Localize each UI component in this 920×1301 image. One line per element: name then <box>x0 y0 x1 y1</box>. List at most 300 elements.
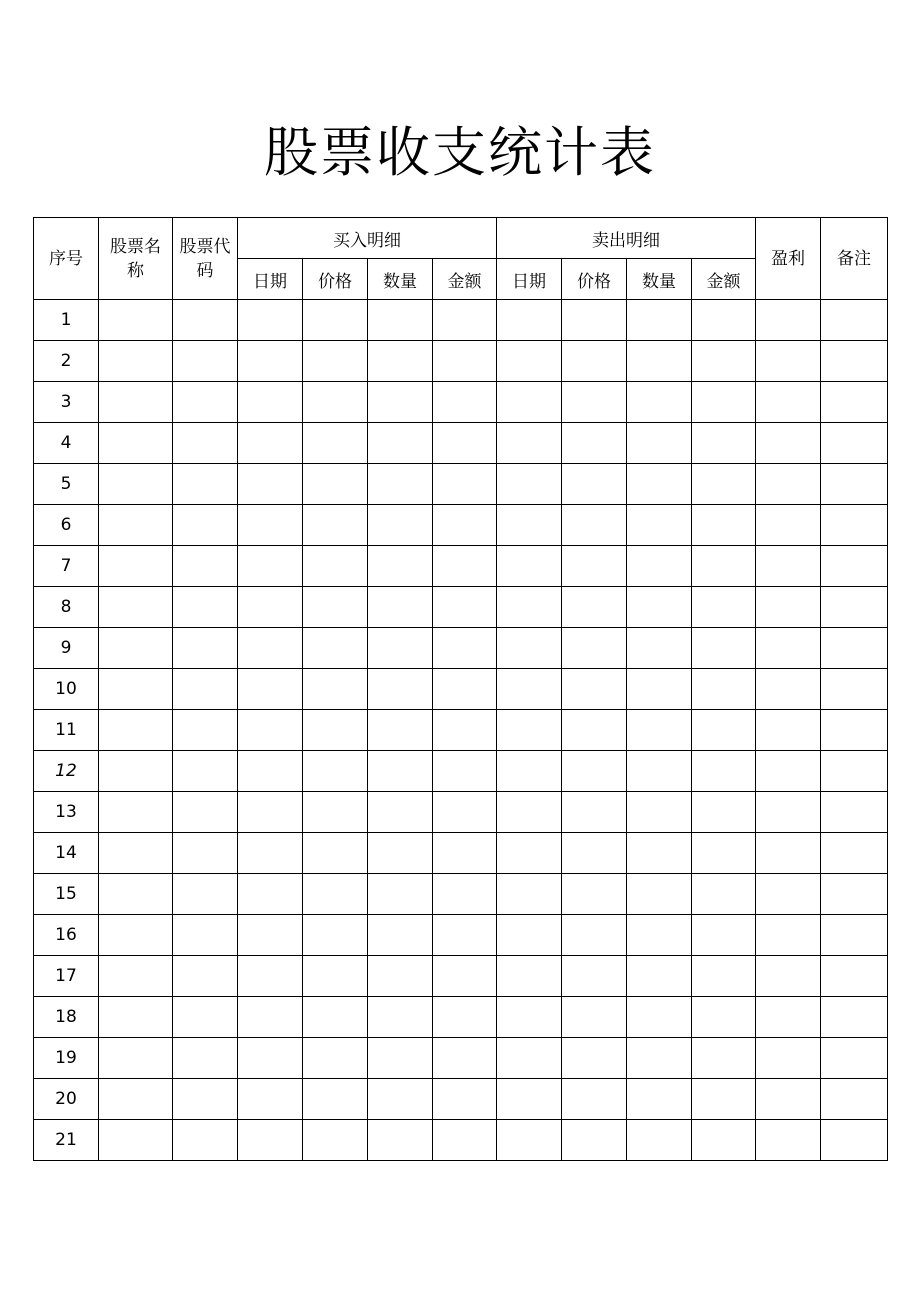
sell-date-cell[interactable] <box>497 1120 562 1161</box>
table-row <box>34 628 888 669</box>
buy-price-cell[interactable] <box>303 751 368 792</box>
sell-quantity-cell[interactable] <box>627 587 692 628</box>
header-buy-quantity: 数量 <box>368 259 433 300</box>
profit-cell[interactable] <box>756 710 821 751</box>
sell-price-cell[interactable] <box>562 956 627 997</box>
buy-price-cell[interactable] <box>303 464 368 505</box>
sell-date-cell[interactable] <box>497 1038 562 1079</box>
sell-price-cell[interactable] <box>562 792 627 833</box>
buy-quantity-cell[interactable] <box>368 1079 433 1120</box>
row-number: 15 <box>34 874 99 915</box>
buy-date-cell[interactable] <box>238 833 303 874</box>
stock-code-cell[interactable] <box>173 423 238 464</box>
profit-cell[interactable] <box>756 956 821 997</box>
row-number: 9 <box>34 628 99 669</box>
profit-cell[interactable] <box>756 587 821 628</box>
sell-amount-cell[interactable] <box>692 1120 756 1161</box>
stock-name-cell[interactable] <box>99 587 173 628</box>
buy-quantity-cell[interactable] <box>368 423 433 464</box>
row-number: 11 <box>34 710 99 751</box>
sell-price-cell[interactable] <box>562 628 627 669</box>
sell-amount-cell[interactable] <box>692 915 756 956</box>
table-row <box>34 915 888 956</box>
profit-cell[interactable] <box>756 915 821 956</box>
buy-quantity-cell[interactable] <box>368 505 433 546</box>
sell-quantity-cell[interactable] <box>627 997 692 1038</box>
profit-cell[interactable] <box>756 505 821 546</box>
sell-quantity-cell[interactable] <box>627 300 692 341</box>
buy-date-cell[interactable] <box>238 423 303 464</box>
sell-date-cell[interactable] <box>497 1079 562 1120</box>
sell-amount-cell[interactable] <box>692 874 756 915</box>
buy-amount-cell[interactable] <box>433 464 497 505</box>
header-sell-price: 价格 <box>562 259 627 300</box>
stock-code-cell[interactable] <box>173 1079 238 1120</box>
buy-date-cell[interactable] <box>238 341 303 382</box>
table-row <box>34 341 888 382</box>
buy-amount-cell[interactable] <box>433 1038 497 1079</box>
buy-quantity-cell[interactable] <box>368 956 433 997</box>
stock-code-cell[interactable] <box>173 587 238 628</box>
buy-date-cell[interactable] <box>238 874 303 915</box>
stock-name-cell[interactable] <box>99 1120 173 1161</box>
table-row <box>34 587 888 628</box>
stock-name-cell[interactable] <box>99 833 173 874</box>
sell-quantity-cell[interactable] <box>627 505 692 546</box>
table-row <box>34 710 888 751</box>
sell-date-cell[interactable] <box>497 710 562 751</box>
sell-price-cell[interactable] <box>562 1038 627 1079</box>
buy-date-cell[interactable] <box>238 505 303 546</box>
stock-code-cell[interactable] <box>173 710 238 751</box>
stock-code-cell[interactable] <box>173 874 238 915</box>
header-sell-amount: 金额 <box>692 259 756 300</box>
stock-code-cell[interactable] <box>173 505 238 546</box>
buy-quantity-cell[interactable] <box>368 546 433 587</box>
buy-quantity-cell[interactable] <box>368 874 433 915</box>
header-sell-quantity: 数量 <box>627 259 692 300</box>
stock-name-cell[interactable] <box>99 546 173 587</box>
stock-code-cell[interactable] <box>173 833 238 874</box>
stock-name-cell[interactable] <box>99 669 173 710</box>
row-number: 13 <box>34 792 99 833</box>
remark-cell[interactable] <box>821 505 888 546</box>
sell-amount-cell[interactable] <box>692 956 756 997</box>
buy-price-cell[interactable] <box>303 833 368 874</box>
buy-amount-cell[interactable] <box>433 546 497 587</box>
buy-date-cell[interactable] <box>238 1120 303 1161</box>
sell-amount-cell[interactable] <box>692 1079 756 1120</box>
buy-amount-cell[interactable] <box>433 628 497 669</box>
sell-amount-cell[interactable] <box>692 628 756 669</box>
header-sell-date: 日期 <box>497 259 562 300</box>
profit-cell[interactable] <box>756 1079 821 1120</box>
stock-name-cell[interactable] <box>99 1038 173 1079</box>
profit-cell[interactable] <box>756 1120 821 1161</box>
table-row <box>34 505 888 546</box>
sell-price-cell[interactable] <box>562 997 627 1038</box>
stock-name-cell[interactable] <box>99 382 173 423</box>
buy-date-cell[interactable] <box>238 669 303 710</box>
sell-quantity-cell[interactable] <box>627 628 692 669</box>
profit-cell[interactable] <box>756 341 821 382</box>
sell-amount-cell[interactable] <box>692 1038 756 1079</box>
profit-cell[interactable] <box>756 382 821 423</box>
sell-date-cell[interactable] <box>497 956 562 997</box>
buy-amount-cell[interactable] <box>433 751 497 792</box>
row-number: 1 <box>34 300 99 341</box>
buy-price-cell[interactable] <box>303 669 368 710</box>
row-number: 7 <box>34 546 99 587</box>
stock-code-cell[interactable] <box>173 1038 238 1079</box>
row-number: 4 <box>34 423 99 464</box>
table-row <box>34 751 888 792</box>
buy-amount-cell[interactable] <box>433 669 497 710</box>
sell-price-cell[interactable] <box>562 710 627 751</box>
remark-cell[interactable] <box>821 751 888 792</box>
stock-code-cell[interactable] <box>173 464 238 505</box>
row-number: 2 <box>34 341 99 382</box>
buy-price-cell[interactable] <box>303 915 368 956</box>
stock-code-cell[interactable] <box>173 382 238 423</box>
table-row <box>34 423 888 464</box>
sell-date-cell[interactable] <box>497 546 562 587</box>
buy-quantity-cell[interactable] <box>368 997 433 1038</box>
buy-price-cell[interactable] <box>303 341 368 382</box>
sell-amount-cell[interactable] <box>692 751 756 792</box>
sell-price-cell[interactable] <box>562 382 627 423</box>
buy-amount-cell[interactable] <box>433 341 497 382</box>
profit-cell[interactable] <box>756 628 821 669</box>
sell-price-cell[interactable] <box>562 587 627 628</box>
stock-code-cell[interactable] <box>173 628 238 669</box>
buy-quantity-cell[interactable] <box>368 587 433 628</box>
stock-code-cell[interactable] <box>173 915 238 956</box>
buy-date-cell[interactable] <box>238 956 303 997</box>
buy-quantity-cell[interactable] <box>368 833 433 874</box>
buy-amount-cell[interactable] <box>433 997 497 1038</box>
stock-name-cell[interactable] <box>99 628 173 669</box>
buy-date-cell[interactable] <box>238 587 303 628</box>
sell-quantity-cell[interactable] <box>627 1079 692 1120</box>
sell-date-cell[interactable] <box>497 300 562 341</box>
remark-cell[interactable] <box>821 1038 888 1079</box>
stock-name-cell[interactable] <box>99 1079 173 1120</box>
stock-name-cell[interactable] <box>99 997 173 1038</box>
sell-date-cell[interactable] <box>497 792 562 833</box>
remark-cell[interactable] <box>821 423 888 464</box>
sell-date-cell[interactable] <box>497 997 562 1038</box>
buy-price-cell[interactable] <box>303 874 368 915</box>
stock-code-cell[interactable] <box>173 956 238 997</box>
sell-quantity-cell[interactable] <box>627 546 692 587</box>
header-stock-code-label: 股票代码 <box>179 236 231 281</box>
sell-date-cell[interactable] <box>497 505 562 546</box>
buy-amount-cell[interactable] <box>433 792 497 833</box>
profit-cell[interactable] <box>756 546 821 587</box>
stock-code-cell[interactable] <box>173 751 238 792</box>
stock-code-cell[interactable] <box>173 669 238 710</box>
sell-price-cell[interactable] <box>562 874 627 915</box>
buy-price-cell[interactable] <box>303 546 368 587</box>
sell-price-cell[interactable] <box>562 341 627 382</box>
buy-date-cell[interactable] <box>238 1038 303 1079</box>
buy-quantity-cell[interactable] <box>368 464 433 505</box>
remark-cell[interactable] <box>821 341 888 382</box>
row-number: 17 <box>34 956 99 997</box>
sell-date-cell[interactable] <box>497 464 562 505</box>
remark-cell[interactable] <box>821 1079 888 1120</box>
stock-code-cell[interactable] <box>173 341 238 382</box>
buy-price-cell[interactable] <box>303 587 368 628</box>
sell-amount-cell[interactable] <box>692 382 756 423</box>
buy-amount-cell[interactable] <box>433 423 497 464</box>
buy-amount-cell[interactable] <box>433 505 497 546</box>
profit-cell[interactable] <box>756 464 821 505</box>
buy-price-cell[interactable] <box>303 505 368 546</box>
sell-amount-cell[interactable] <box>692 300 756 341</box>
sell-quantity-cell[interactable] <box>627 1038 692 1079</box>
profit-cell[interactable] <box>756 792 821 833</box>
buy-price-cell[interactable] <box>303 628 368 669</box>
sell-price-cell[interactable] <box>562 1079 627 1120</box>
header-profit: 盈利 <box>756 218 821 300</box>
buy-date-cell[interactable] <box>238 1079 303 1120</box>
sell-date-cell[interactable] <box>497 628 562 669</box>
sell-amount-cell[interactable] <box>692 669 756 710</box>
buy-amount-cell[interactable] <box>433 833 497 874</box>
ledger-body <box>34 300 888 1161</box>
profit-cell[interactable] <box>756 833 821 874</box>
buy-amount-cell[interactable] <box>433 874 497 915</box>
buy-price-cell[interactable] <box>303 997 368 1038</box>
stock-ledger-table <box>33 217 888 1161</box>
buy-date-cell[interactable] <box>238 300 303 341</box>
profit-cell[interactable] <box>756 300 821 341</box>
sell-amount-cell[interactable] <box>692 997 756 1038</box>
stock-code-cell[interactable] <box>173 1120 238 1161</box>
header-buy-price: 价格 <box>303 259 368 300</box>
table-row <box>34 1079 888 1120</box>
sell-quantity-cell[interactable] <box>627 1120 692 1161</box>
sell-quantity-cell[interactable] <box>627 710 692 751</box>
row-number: 6 <box>34 505 99 546</box>
header-stock-code <box>173 218 238 300</box>
sell-quantity-cell[interactable] <box>627 382 692 423</box>
buy-price-cell[interactable] <box>303 382 368 423</box>
buy-price-cell[interactable] <box>303 956 368 997</box>
sell-price-cell[interactable] <box>562 915 627 956</box>
sell-quantity-cell[interactable] <box>627 464 692 505</box>
remark-cell[interactable] <box>821 300 888 341</box>
row-number: 3 <box>34 382 99 423</box>
header-stock-name-label: 股票名称 <box>110 236 161 281</box>
header-sell-group: 卖出明细 <box>497 218 756 259</box>
sell-date-cell[interactable] <box>497 669 562 710</box>
row-number: 10 <box>34 669 99 710</box>
buy-amount-cell[interactable] <box>433 915 497 956</box>
buy-price-cell[interactable] <box>303 300 368 341</box>
sell-amount-cell[interactable] <box>692 341 756 382</box>
row-number: 19 <box>34 1038 99 1079</box>
remark-cell[interactable] <box>821 669 888 710</box>
buy-amount-cell[interactable] <box>433 710 497 751</box>
buy-price-cell[interactable] <box>303 1079 368 1120</box>
buy-quantity-cell[interactable] <box>368 792 433 833</box>
stock-name-cell[interactable] <box>99 341 173 382</box>
stock-code-cell[interactable] <box>173 792 238 833</box>
buy-date-cell[interactable] <box>238 546 303 587</box>
remark-cell[interactable] <box>821 382 888 423</box>
sell-amount-cell[interactable] <box>692 587 756 628</box>
profit-cell[interactable] <box>756 423 821 464</box>
sell-amount-cell[interactable] <box>692 710 756 751</box>
stock-name-cell[interactable] <box>99 464 173 505</box>
profit-cell[interactable] <box>756 997 821 1038</box>
remark-cell[interactable] <box>821 628 888 669</box>
sell-amount-cell[interactable] <box>692 792 756 833</box>
sell-amount-cell[interactable] <box>692 546 756 587</box>
remark-cell[interactable] <box>821 587 888 628</box>
profit-cell[interactable] <box>756 751 821 792</box>
profit-cell[interactable] <box>756 874 821 915</box>
sell-date-cell[interactable] <box>497 341 562 382</box>
buy-quantity-cell[interactable] <box>368 751 433 792</box>
sell-quantity-cell[interactable] <box>627 341 692 382</box>
buy-quantity-cell[interactable] <box>368 341 433 382</box>
sell-date-cell[interactable] <box>497 833 562 874</box>
buy-price-cell[interactable] <box>303 1038 368 1079</box>
table-row <box>34 300 888 341</box>
stock-name-cell[interactable] <box>99 505 173 546</box>
remark-cell[interactable] <box>821 833 888 874</box>
sell-quantity-cell[interactable] <box>627 874 692 915</box>
header-buy-date: 日期 <box>238 259 303 300</box>
remark-cell[interactable] <box>821 1120 888 1161</box>
buy-amount-cell[interactable] <box>433 956 497 997</box>
buy-amount-cell[interactable] <box>433 382 497 423</box>
sell-quantity-cell[interactable] <box>627 423 692 464</box>
buy-date-cell[interactable] <box>238 464 303 505</box>
sell-price-cell[interactable] <box>562 546 627 587</box>
remark-cell[interactable] <box>821 956 888 997</box>
header-buy-amount: 金额 <box>433 259 497 300</box>
buy-price-cell[interactable] <box>303 792 368 833</box>
stock-name-cell[interactable] <box>99 423 173 464</box>
buy-date-cell[interactable] <box>238 915 303 956</box>
buy-date-cell[interactable] <box>238 751 303 792</box>
sell-price-cell[interactable] <box>562 505 627 546</box>
sell-amount-cell[interactable] <box>692 833 756 874</box>
sell-date-cell[interactable] <box>497 423 562 464</box>
row-number: 8 <box>34 587 99 628</box>
remark-cell[interactable] <box>821 915 888 956</box>
sell-date-cell[interactable] <box>497 915 562 956</box>
row-number: 12 <box>34 751 99 792</box>
sell-price-cell[interactable] <box>562 833 627 874</box>
remark-cell[interactable] <box>821 997 888 1038</box>
sell-quantity-cell[interactable] <box>627 751 692 792</box>
table-row <box>34 792 888 833</box>
buy-date-cell[interactable] <box>238 710 303 751</box>
sell-price-cell[interactable] <box>562 300 627 341</box>
buy-date-cell[interactable] <box>238 997 303 1038</box>
sell-price-cell[interactable] <box>562 423 627 464</box>
buy-amount-cell[interactable] <box>433 1120 497 1161</box>
buy-quantity-cell[interactable] <box>368 1120 433 1161</box>
remark-cell[interactable] <box>821 464 888 505</box>
sell-price-cell[interactable] <box>562 669 627 710</box>
sell-amount-cell[interactable] <box>692 423 756 464</box>
stock-name-cell[interactable] <box>99 710 173 751</box>
buy-quantity-cell[interactable] <box>368 628 433 669</box>
sell-price-cell[interactable] <box>562 751 627 792</box>
row-number: 16 <box>34 915 99 956</box>
remark-cell[interactable] <box>821 710 888 751</box>
buy-date-cell[interactable] <box>238 792 303 833</box>
buy-amount-cell[interactable] <box>433 1079 497 1120</box>
table-row <box>34 669 888 710</box>
sell-quantity-cell[interactable] <box>627 792 692 833</box>
stock-name-cell[interactable] <box>99 751 173 792</box>
sell-amount-cell[interactable] <box>692 464 756 505</box>
buy-amount-cell[interactable] <box>433 587 497 628</box>
buy-quantity-cell[interactable] <box>368 710 433 751</box>
sell-quantity-cell[interactable] <box>627 956 692 997</box>
header-remark: 备注 <box>821 218 888 300</box>
sell-quantity-cell[interactable] <box>627 669 692 710</box>
remark-cell[interactable] <box>821 546 888 587</box>
stock-code-cell[interactable] <box>173 997 238 1038</box>
stock-name-cell[interactable] <box>99 792 173 833</box>
buy-date-cell[interactable] <box>238 382 303 423</box>
sell-quantity-cell[interactable] <box>627 833 692 874</box>
buy-price-cell[interactable] <box>303 1120 368 1161</box>
buy-quantity-cell[interactable] <box>368 669 433 710</box>
buy-quantity-cell[interactable] <box>368 1038 433 1079</box>
stock-name-cell[interactable] <box>99 300 173 341</box>
sell-quantity-cell[interactable] <box>627 915 692 956</box>
buy-quantity-cell[interactable] <box>368 915 433 956</box>
stock-name-cell[interactable] <box>99 956 173 997</box>
buy-amount-cell[interactable] <box>433 300 497 341</box>
sell-date-cell[interactable] <box>497 587 562 628</box>
stock-code-cell[interactable] <box>173 546 238 587</box>
stock-name-cell[interactable] <box>99 874 173 915</box>
sell-amount-cell[interactable] <box>692 505 756 546</box>
buy-price-cell[interactable] <box>303 423 368 464</box>
table-row <box>34 997 888 1038</box>
buy-date-cell[interactable] <box>238 628 303 669</box>
remark-cell[interactable] <box>821 874 888 915</box>
sell-date-cell[interactable] <box>497 751 562 792</box>
buy-quantity-cell[interactable] <box>368 300 433 341</box>
table-row <box>34 874 888 915</box>
sell-price-cell[interactable] <box>562 464 627 505</box>
buy-quantity-cell[interactable] <box>368 382 433 423</box>
sell-price-cell[interactable] <box>562 1120 627 1161</box>
table-row <box>34 1120 888 1161</box>
table-row <box>34 382 888 423</box>
stock-code-cell[interactable] <box>173 300 238 341</box>
stock-name-cell[interactable] <box>99 915 173 956</box>
profit-cell[interactable] <box>756 1038 821 1079</box>
sell-date-cell[interactable] <box>497 874 562 915</box>
profit-cell[interactable] <box>756 669 821 710</box>
sell-date-cell[interactable] <box>497 382 562 423</box>
buy-price-cell[interactable] <box>303 710 368 751</box>
remark-cell[interactable] <box>821 792 888 833</box>
